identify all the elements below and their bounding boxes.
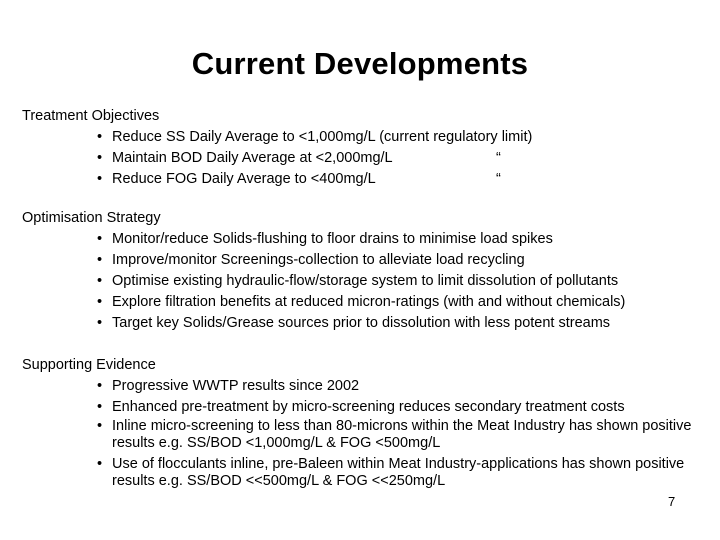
list-item-text: Use of flocculants inline, pre-Baleen within Meat Industry-applications has shown positive results e.g. SS/BOD <<500mg/L & FOG <<250mg/L bbox=[112, 456, 685, 489]
list-item bbox=[22, 313, 712, 334]
list-item-text: Monitor/reduce Solids-flushing to floor drains to minimise load spikes bbox=[112, 231, 553, 247]
bullet-icon: • bbox=[97, 378, 103, 394]
list-item bbox=[22, 250, 712, 271]
section-optimisation-strategy bbox=[22, 208, 712, 334]
bullet-list bbox=[22, 376, 712, 490]
bullet-icon: • bbox=[97, 315, 103, 331]
list-item bbox=[22, 169, 712, 190]
list-item-text: Maintain BOD Daily Average at <2,000mg/L bbox=[112, 150, 393, 166]
list-item bbox=[22, 127, 712, 148]
bullet-icon: • bbox=[97, 171, 103, 187]
section-supporting-evidence bbox=[22, 355, 712, 494]
list-item-text: Reduce FOG Daily Average to <400mg/L bbox=[112, 171, 376, 187]
section-heading: Optimisation Strategy bbox=[22, 210, 161, 226]
bullet-icon: • bbox=[97, 456, 103, 472]
list-item-text: Optimise existing hydraulic-flow/storage system to limit dissolution of pollutants bbox=[112, 273, 619, 289]
list-item-text: Inline micro-screening to less than 80-microns within the Meat Industry has shown positive results e.g. SS/BOD <1,000mg/L & FOG <500mg/L bbox=[112, 418, 692, 451]
list-item-text: Progressive WWTP results since 2002 bbox=[112, 378, 360, 394]
bullet-icon: • bbox=[97, 418, 103, 434]
list-item bbox=[22, 397, 712, 418]
slide-title: Current Developments bbox=[191, 46, 529, 81]
list-item bbox=[22, 271, 712, 292]
list-item-text: Improve/monitor Screenings-collection to alleviate load recycling bbox=[112, 252, 525, 268]
bullet-icon: • bbox=[97, 294, 103, 310]
list-item bbox=[22, 229, 712, 250]
bullet-icon: • bbox=[97, 399, 103, 415]
page-number: 7 bbox=[668, 494, 676, 509]
ditto-mark: “ bbox=[496, 150, 501, 166]
list-item bbox=[22, 376, 712, 397]
list-item-text: Target key Solids/Grease sources prior to dissolution with less potent streams bbox=[112, 315, 611, 331]
list-item bbox=[22, 456, 712, 490]
section-heading: Treatment Objectives bbox=[22, 108, 160, 124]
bullet-list bbox=[22, 229, 712, 334]
bullet-icon: • bbox=[97, 252, 103, 268]
list-item bbox=[22, 148, 712, 169]
ditto-mark: “ bbox=[496, 171, 501, 187]
list-item-text: Enhanced pre-treatment by micro-screening reduces secondary treatment costs bbox=[112, 399, 625, 415]
bullet-icon: • bbox=[97, 150, 103, 166]
bullet-list bbox=[22, 127, 712, 190]
section-heading: Supporting Evidence bbox=[22, 357, 156, 373]
bullet-icon: • bbox=[97, 129, 103, 145]
list-item-text: Explore filtration benefits at reduced micron-ratings (with and without chemicals) bbox=[112, 294, 626, 310]
list-item-text: Reduce SS Daily Average to <1,000mg/L (current regulatory limit) bbox=[112, 129, 533, 145]
list-item bbox=[22, 418, 712, 452]
section-treatment-objectives bbox=[22, 106, 712, 190]
bullet-icon: • bbox=[97, 231, 103, 247]
bullet-icon: • bbox=[97, 273, 103, 289]
list-item bbox=[22, 292, 712, 313]
